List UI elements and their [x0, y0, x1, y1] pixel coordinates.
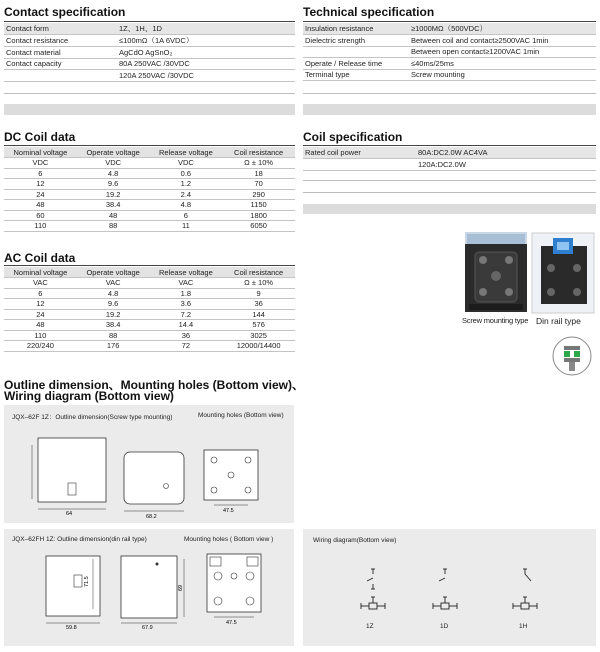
table-cell: 9	[222, 288, 295, 299]
unit-cell: VAC	[77, 278, 150, 289]
spec-row	[4, 58, 295, 70]
column-header: Operate voltage	[77, 147, 150, 158]
dc-coil-title: DC Coil data	[4, 130, 76, 144]
contact-spec-table	[4, 23, 295, 82]
outline-panel-screw	[4, 405, 294, 523]
outline-drawing-screw	[4, 405, 294, 523]
spec-row	[303, 35, 596, 47]
table-row	[4, 168, 295, 179]
table-cell: 48	[4, 320, 77, 331]
coil-spec-title: Coil specification	[303, 130, 403, 144]
table-row	[4, 221, 295, 232]
table-cell: 36	[222, 299, 295, 310]
dim-width-1: 64	[66, 511, 73, 517]
table-cell: 12000/14400	[222, 341, 295, 352]
table-cell: 88	[77, 221, 150, 232]
table-cell: 176	[77, 341, 150, 352]
table-cell: 19.2	[77, 309, 150, 320]
divider	[303, 21, 596, 22]
spec-row	[303, 46, 596, 58]
table-cell: 2.4	[150, 189, 223, 200]
spec-label: Contact form	[4, 23, 117, 35]
holes-label: Mounting holes (Bottom view)	[198, 412, 284, 419]
table-cell: 11	[150, 221, 223, 232]
dim-width-3: 59.8	[66, 625, 77, 631]
spec-row	[4, 35, 295, 47]
spec-label	[303, 46, 409, 58]
screw-relay-photo	[463, 230, 529, 314]
column-header: Operate voltage	[77, 267, 150, 278]
table-cell: 1150	[222, 200, 295, 211]
spec-value: 80A:DC2.0W AC4VA	[416, 147, 596, 159]
column-header: Nominal voltage	[4, 267, 77, 278]
table-cell: 6050	[222, 221, 295, 232]
unit-cell: VDC	[150, 158, 223, 169]
unit-cell: VAC	[4, 278, 77, 289]
table-row	[4, 330, 295, 341]
spec-value: 80A 250VAC /30VDC	[117, 58, 295, 70]
spec-value: Between coil and contact≥2500VAC 1min	[409, 35, 596, 47]
table-cell: 9.6	[77, 299, 150, 310]
table-cell: 6	[4, 288, 77, 299]
spec-value: 120A 250VAC /30VDC	[117, 70, 295, 82]
table-cell: 12	[4, 179, 77, 190]
column-header: Nominal voltage	[4, 147, 77, 158]
column-header: Coil resistance	[222, 147, 295, 158]
table-row	[4, 288, 295, 299]
divider	[4, 145, 295, 146]
spec-row	[4, 70, 295, 82]
table-cell: 48	[4, 200, 77, 211]
outline-drawing-din	[4, 529, 294, 646]
header-row	[4, 147, 295, 158]
units-row	[4, 158, 295, 169]
wiring-type-1z: 1Z	[366, 623, 374, 630]
screw-caption: Screw mounting type	[462, 316, 529, 325]
units-row	[4, 278, 295, 289]
technical-spec-title: Technical specification	[303, 5, 435, 19]
header-row	[4, 267, 295, 278]
spec-label: Rated coil power	[303, 147, 416, 159]
unit-cell: Ω ± 10%	[222, 278, 295, 289]
grey-band	[4, 104, 295, 115]
spec-row	[303, 147, 596, 159]
dc-coil-table	[4, 147, 295, 232]
table-row	[4, 299, 295, 310]
table-cell: 4.8	[77, 168, 150, 179]
screw-terminal-icon	[552, 336, 592, 376]
table-cell: 7.2	[150, 309, 223, 320]
table-cell: 4.8	[150, 200, 223, 211]
table-cell: 70	[222, 179, 295, 190]
wiring-type-1h: 1H	[519, 623, 528, 630]
table-cell: 220/240	[4, 341, 77, 352]
table-row	[4, 309, 295, 320]
wiring-type-1d: 1D	[440, 623, 449, 630]
divider	[4, 21, 295, 22]
spec-value: 1Z、1H、1D	[117, 23, 295, 35]
grey-band	[303, 204, 596, 214]
column-header: Release voltage	[150, 147, 223, 158]
din-caption: Din rail type	[536, 316, 581, 326]
table-cell: 72	[150, 341, 223, 352]
table-cell: 36	[150, 330, 223, 341]
table-cell: 0.6	[150, 168, 223, 179]
table-row	[4, 320, 295, 331]
table-cell: 1.2	[150, 179, 223, 190]
spec-value: AgCdO AgSnO₂	[117, 47, 295, 59]
divider	[4, 265, 295, 266]
spec-label	[303, 159, 416, 171]
table-cell: 144	[222, 309, 295, 320]
unit-cell: VAC	[150, 278, 223, 289]
table-cell: 6	[4, 168, 77, 179]
dim-width-4: 67.9	[142, 625, 153, 631]
outline-title-line1: Outline dimension、Mounting holes (Bottom view)、	[4, 378, 304, 392]
dim-height-1: 71.5	[84, 576, 90, 587]
spec-label: Contact capacity	[4, 58, 117, 70]
spec-value: Screw mounting	[409, 69, 596, 81]
spec-label: Contact resistance	[4, 35, 117, 47]
table-row	[4, 200, 295, 211]
table-cell: 110	[4, 221, 77, 232]
dim-width-2: 68.2	[146, 514, 157, 520]
panel-label: JQX–62FH 1Z: Outline dimension(din rail type)	[12, 536, 147, 543]
unit-cell: Ω ± 10%	[222, 158, 295, 169]
divider	[303, 93, 596, 94]
contact-spec-title: Contact specification	[4, 5, 126, 19]
spec-value: 120A:DC2.0W	[416, 159, 596, 171]
spec-label: Terminal type	[303, 69, 409, 81]
coil-spec-table	[303, 147, 596, 171]
table-cell: 12	[4, 299, 77, 310]
spec-label: Contact material	[4, 47, 117, 59]
grey-band	[303, 104, 596, 115]
spec-value: ≤40ms/25ms	[409, 58, 596, 70]
holes-label: Mounting holes ( Bottom view )	[184, 536, 274, 543]
din-relay-photo	[531, 232, 595, 314]
wiring-label: Wiring diagram(Bottom view)	[313, 537, 397, 544]
spec-label	[4, 70, 117, 82]
table-cell: 14.4	[150, 320, 223, 331]
spec-value: Between open contact≥1200VAC 1min	[409, 46, 596, 58]
table-cell: 38.4	[77, 320, 150, 331]
table-cell: 18	[222, 168, 295, 179]
ac-coil-title: AC Coil data	[4, 251, 76, 265]
table-cell: 110	[4, 330, 77, 341]
table-cell: 6	[150, 210, 223, 221]
table-row	[4, 189, 295, 200]
wiring-panel	[303, 529, 596, 646]
spec-label: Insulation resistance	[303, 23, 409, 35]
table-row	[4, 179, 295, 190]
table-cell: 576	[222, 320, 295, 331]
spec-row	[303, 23, 596, 35]
unit-cell: VDC	[4, 158, 77, 169]
table-cell: 24	[4, 309, 77, 320]
ac-coil-table	[4, 267, 295, 352]
table-cell: 24	[4, 189, 77, 200]
panel-label: JQX–62F 1Z：Outline dimension(Screw type mounting)	[12, 414, 173, 421]
dim-hole-span: 47.5	[223, 508, 234, 514]
dim-height-2: 69	[178, 584, 184, 591]
spec-row	[4, 23, 295, 35]
outline-title-line2: Wiring diagram (Bottom view)	[4, 389, 174, 403]
spec-value: ≥1000MΩ（500VDC）	[409, 23, 596, 35]
spec-value: ≤100mΩ（1A 6VDC）	[117, 35, 295, 47]
table-cell: 48	[77, 210, 150, 221]
table-cell: 3025	[222, 330, 295, 341]
dim-hole-span-2: 47.5	[226, 620, 237, 626]
wiring-diagrams	[303, 529, 596, 646]
unit-cell: VDC	[77, 158, 150, 169]
spec-row	[303, 159, 596, 171]
spec-row	[303, 58, 596, 70]
table-cell: 88	[77, 330, 150, 341]
technical-spec-table	[303, 23, 596, 81]
table-row	[4, 341, 295, 352]
table-cell: 9.6	[77, 179, 150, 190]
table-row	[4, 210, 295, 221]
table-cell: 1.8	[150, 288, 223, 299]
table-cell: 290	[222, 189, 295, 200]
column-header: Coil resistance	[222, 267, 295, 278]
table-cell: 4.8	[77, 288, 150, 299]
spec-row	[303, 69, 596, 81]
spec-row	[4, 47, 295, 59]
divider	[303, 192, 596, 193]
table-cell: 1800	[222, 210, 295, 221]
divider	[303, 145, 596, 146]
table-cell: 19.2	[77, 189, 150, 200]
divider	[303, 180, 596, 181]
table-cell: 3.6	[150, 299, 223, 310]
spec-label: Dielectric strength	[303, 35, 409, 47]
table-cell: 60	[4, 210, 77, 221]
divider	[4, 93, 295, 94]
spec-label: Operate / Release time	[303, 58, 409, 70]
table-cell: 38.4	[77, 200, 150, 211]
outline-panel-din	[4, 529, 294, 646]
column-header: Release voltage	[150, 267, 223, 278]
